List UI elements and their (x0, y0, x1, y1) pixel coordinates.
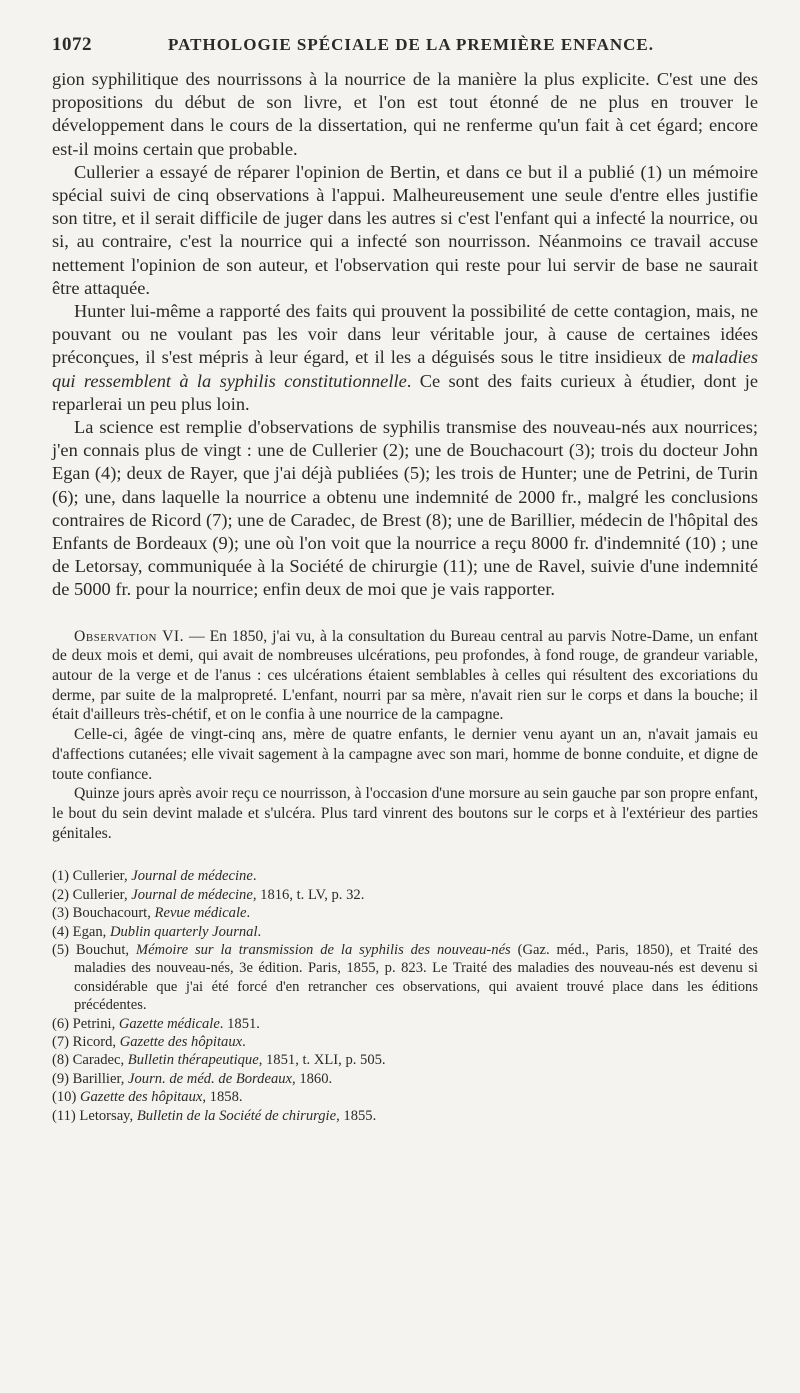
footnote-details: . (252, 868, 257, 885)
footnote-source: Journal de médecine (131, 886, 253, 903)
footnotes (52, 867, 758, 1125)
footnote-author: Letorsay, (79, 1107, 137, 1124)
footnote-number: (1) (52, 868, 73, 885)
footnote-details: . (246, 905, 251, 922)
footnote-number: (7) (52, 1034, 73, 1051)
footnote-number: (3) (52, 905, 73, 922)
footnote-details: . 1851. (219, 1015, 260, 1032)
footnote-source: Gazette des hôpitaux (79, 1089, 203, 1106)
footnote-details: , 1816, t. LV, p. 32. (252, 886, 365, 903)
footnote-source: Gazette des hôpitaux (119, 1034, 243, 1051)
observation-section (52, 627, 758, 844)
footnote (52, 1033, 758, 1051)
footnote-author: Caradec, (72, 1052, 128, 1069)
footnote-details: , 1851, t. XLI, p. 505. (258, 1052, 386, 1069)
footnote-source: Gazette médicale (118, 1015, 220, 1032)
footnote-details: . (242, 1034, 246, 1051)
main-text (52, 68, 758, 602)
footnote (52, 886, 758, 904)
observation-text-1: — En 1850, j'ai vu, à la consultation du Bureau central au parvis Notre-Dame, un enfant de deux mois et demi, qui avait de nombreuses ulcérations, peu profondes, à fond rouge, de grandeur variable, autour de la verge et de l'anus : ces ulcérations étaient semblables à celles qui résultent des excoriations du derme, par suite de la malpropreté. L'enfant, nourri par sa mère, n'avait rien sur le corps et dans la bouche; il était d'ailleurs très-chétif, et on le confia à une nourrice de la campagne. (52, 627, 758, 724)
footnote-number: (9) (52, 1070, 73, 1087)
paragraph-4: La science est remplie d'observations de syphilis transmise des nouveau-nés aux nourrices; j'en connais plus de vingt : une de Cullerier (2); une de Bouchacourt (3); trois du docteur John Egan (4); deux de Rayer, que j'ai déjà publiées (5); les trois de Hunter; une de Petrini, de Turin (6); une, dans laquelle la nourrice a obtenu une indemnité de 2000 fr., malgré les conclusions contraires de Ricord (7); une de Caradec, de Brest (8); une de Barillier, médecin de l'hôpital des Enfants de Bordeaux (9); une où l'on voit que la nourrice a reçu 8000 fr. d'indemnité (10) ; une de Letorsay, communiquée à la Société de chirurgie (11); une de Ravel, suivie d'une indemnité de 5000 fr. pour la nourrice; enfin deux de moi que je vais rapporter. (52, 417, 758, 600)
observation-paragraph-3: Quinze jours après avoir reçu ce nourrisson, à l'occasion d'une morsure au sein gauche par son propre enfant, le bout du sein devint malade et s'ulcéra. Plus tard vinrent des boutons sur le corps et à l'extérieur des parties génitales. (52, 785, 758, 842)
page-number: 1072 (52, 34, 92, 55)
footnote-number: (5) (52, 942, 76, 959)
footnote-number: (11) (52, 1107, 80, 1124)
footnote-source: Revue médicale (154, 905, 247, 922)
footnote-number: (4) (52, 923, 73, 940)
footnote-details: , 1858. (202, 1089, 243, 1106)
footnote (52, 941, 758, 1015)
observation-paragraph-2: Celle-ci, âgée de vingt-cinq ans, mère de quatre enfants, le dernier venu ayant un an, n'avait jamais eu d'affections cutanées; elle vivait sagement à la campagne avec son mari, homme de bonne conduite, et digne de toute confiance. (52, 726, 758, 783)
footnote-source: Journal de médecine (131, 868, 253, 885)
footnote-number: (2) (52, 886, 73, 903)
footnote (52, 1088, 758, 1106)
footnote (52, 1070, 758, 1088)
footnote-number: (6) (52, 1015, 73, 1032)
footnote-source: Bulletin thérapeutique (127, 1052, 259, 1069)
footnote (52, 1015, 758, 1033)
footnote-author: Bouchacourt, (72, 905, 155, 922)
paragraph-1: gion syphilitique des nourrissons à la nourrice de la manière la plus explicite. C'est une des propositions du début de son livre, et l'on est tout étonné de ne plus en trouver le développement dans le cours de la dissertation, qui ne renferme qu'un fait à cet égard; encore est-il moins certain que probable. (52, 69, 758, 159)
running-title: PATHOLOGIE SPÉCIALE DE LA PREMIÈRE ENFANCE. (168, 35, 655, 54)
footnote-details: . (257, 923, 262, 940)
footnote-source: Bulletin de la Société de chirurgie (136, 1107, 337, 1124)
footnote-details: (Gaz. méd., Paris, 1850), et Traité des maladies des nouveau-nés, 3e édition. Paris, 1855, p. 823. Le Traité des maladies des nouveau-nés est devenu si considérable que j'ai été forcé d'en retrancher ces observations, qui avaient trouvé place dans les éditions précédentes. (74, 942, 758, 1014)
footnote-number: (8) (52, 1052, 73, 1069)
footnote-author: Ricord, (72, 1034, 120, 1051)
footnote-author: Bouchut, (75, 942, 136, 959)
footnote-number: (10) (52, 1089, 80, 1106)
footnote-author: Cullerier, (72, 886, 132, 903)
paragraph-3 (52, 300, 758, 416)
footnote-author: Egan, (72, 923, 110, 940)
paragraph-2: Cullerier a essayé de réparer l'opinion de Bertin, et dans ce but il a publié (1) un mémoire spécial suivi de cinq observations à l'appui. Malheureusement une seule d'entre elles justifie son titre, et il serait difficile de juger dans les autres si c'est l'enfant qui a infecté la nourrice, ou si, au contraire, c'est la nourrice qui a infecté son nourrisson. Néanmoins ce travail accuse nettement l'opinion de son auteur, et l'observation qui reste pour lui servir de base ne saurait être attaquée. (52, 161, 758, 298)
book-page (52, 34, 758, 1125)
footnote-details: , 1855. (336, 1107, 377, 1124)
page-header (52, 34, 758, 64)
observation-label: Observation VI. (74, 627, 185, 645)
paragraph-3-text-b: . Ce sont des faits curieux à étudier, dont je reparlerai un peu plus loin. (52, 370, 759, 414)
observation-paragraph-1 (52, 627, 758, 726)
footnote (52, 923, 758, 941)
footnote-details: , 1860. (292, 1070, 333, 1087)
footnote (52, 1051, 758, 1069)
paragraph-3-text-a: Hunter lui-même a rapporté des faits qui prouvent la possibilité de cette contagion, mais, ne pouvant ou ne voulant pas les voir dans leur véritable jour, à cause de certaines idées préconçues, il s'est mépris à leur égard, et il les a déguisés sous le titre insidieux de (52, 301, 758, 368)
footnote-author: Barillier, (72, 1070, 129, 1087)
footnote-source: Dublin quarterly Journal (109, 923, 258, 940)
footnote (52, 1107, 758, 1125)
paragraph-3-italic-title: maladies qui ressemblent à la syphilis constitutionnelle (52, 347, 758, 391)
footnote-source: Journ. de méd. de Bordeaux (128, 1070, 293, 1087)
footnote-source: Mémoire sur la transmission de la syphilis des nouveau-nés (135, 942, 511, 959)
footnote-author: Petrini, (72, 1015, 119, 1032)
footnote-author: Cullerier, (72, 868, 132, 885)
footnote (52, 867, 758, 885)
footnote (52, 904, 758, 922)
